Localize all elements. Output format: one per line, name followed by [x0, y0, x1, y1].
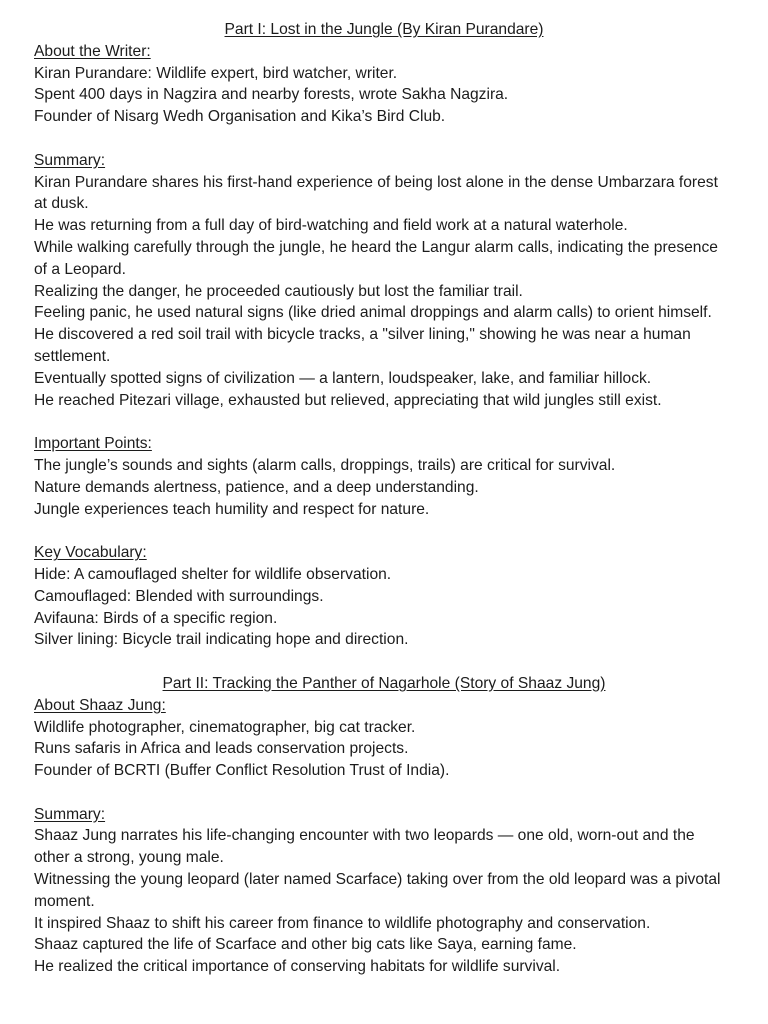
part1-summary-line: He was returning from a full day of bird-watching and field work at a natural waterhole. — [34, 217, 628, 235]
part2-about-line: Wildlife photographer, cinematographer, big cat tracker. — [34, 718, 416, 736]
part1-summary-line: Realizing the danger, he proceeded cautiously but lost the familiar trail. — [34, 282, 523, 300]
part1-summary-line: He discovered a red soil trail with bicycle tracks, a "silver lining," showing he was near a human settlement. — [34, 326, 691, 365]
part2-title: Part II: Tracking the Panther of Nagarhole (Story of Shaaz Jung) — [162, 674, 606, 692]
part1-vocab-line: Hide: A camouflaged shelter for wildlife observation. — [34, 565, 392, 583]
part2-summary-line: It inspired Shaaz to shift his career from finance to wildlife photography and conservation. — [34, 914, 651, 932]
part1-summary-line: Kiran Purandare shares his first-hand experience of being lost alone in the dense Umbarzara forest at dusk. — [34, 173, 718, 213]
part1-about-line: Spent 400 days in Nagzira and nearby forests, wrote Sakha Nagzira. — [34, 86, 509, 104]
part1-vocab-line: Silver lining: Bicycle trail indicating hope and direction. — [34, 631, 409, 649]
part1-point-line: Nature demands alertness, patience, and a deep understanding. — [34, 478, 479, 496]
part1-title: Part I: Lost in the Jungle (By Kiran Purandare) — [224, 21, 544, 38]
part2-summary-line: Witnessing the young leopard (later named Scarface) taking over from the old leopard was a pivotal moment. — [34, 871, 721, 910]
part1-about-heading: About the Writer: — [34, 42, 151, 60]
part1-summary-line: While walking carefully through the jungle, he heard the Langur alarm calls, indicating the presence of a Leopard. — [34, 238, 718, 278]
part2-about-line: Runs safaris in Africa and leads conservation projects. — [34, 740, 409, 758]
part1-vocab-heading: Key Vocabulary: — [34, 544, 147, 562]
part1-summary-line: He reached Pitezari village, exhausted but relieved, appreciating that wild jungles still exist. — [34, 391, 662, 409]
part1-points-heading: Important Points: — [34, 435, 152, 453]
part1-vocab-line: Camouflaged: Blended with surroundings. — [34, 587, 324, 605]
part1-summary-line: Eventually spotted signs of civilization — a lantern, loudspeaker, lake, and familiar hillock. — [34, 369, 652, 387]
part2-summary-line: Shaaz Jung narrates his life-changing encounter with two leopards — one old, worn-out and the other a strong, young male. — [34, 827, 695, 867]
notes-document — [34, 19, 734, 978]
part1-summary-line: Feeling panic, he used natural signs (like dried animal droppings and alarm calls) to orient himself. — [34, 304, 712, 322]
part2-about-heading: About Shaaz Jung: — [34, 696, 166, 714]
part2-summary-heading: Summary: — [34, 805, 106, 823]
part1-point-line: Jungle experiences teach humility and respect for nature. — [34, 500, 430, 518]
part2-about-line: Founder of BCRTI (Buffer Conflict Resolution Trust of India). — [34, 762, 450, 780]
part2-summary-line: He realized the critical importance of conserving habitats for wildlife survival. — [34, 958, 561, 976]
part1-about-line: Kiran Purandare: Wildlife expert, bird watcher, writer. — [34, 64, 398, 82]
part2-summary-line: Shaaz captured the life of Scarface and other big cats like Saya, earning fame. — [34, 936, 577, 954]
part1-about-line: Founder of Nisarg Wedh Organisation and Kika’s Bird Club. — [34, 108, 446, 126]
part1-point-line: The jungle’s sounds and sights (alarm calls, droppings, trails) are critical for survival. — [34, 456, 616, 474]
part1-summary-heading: Summary: — [34, 151, 106, 169]
part1-vocab-line: Avifauna: Birds of a specific region. — [34, 609, 278, 627]
